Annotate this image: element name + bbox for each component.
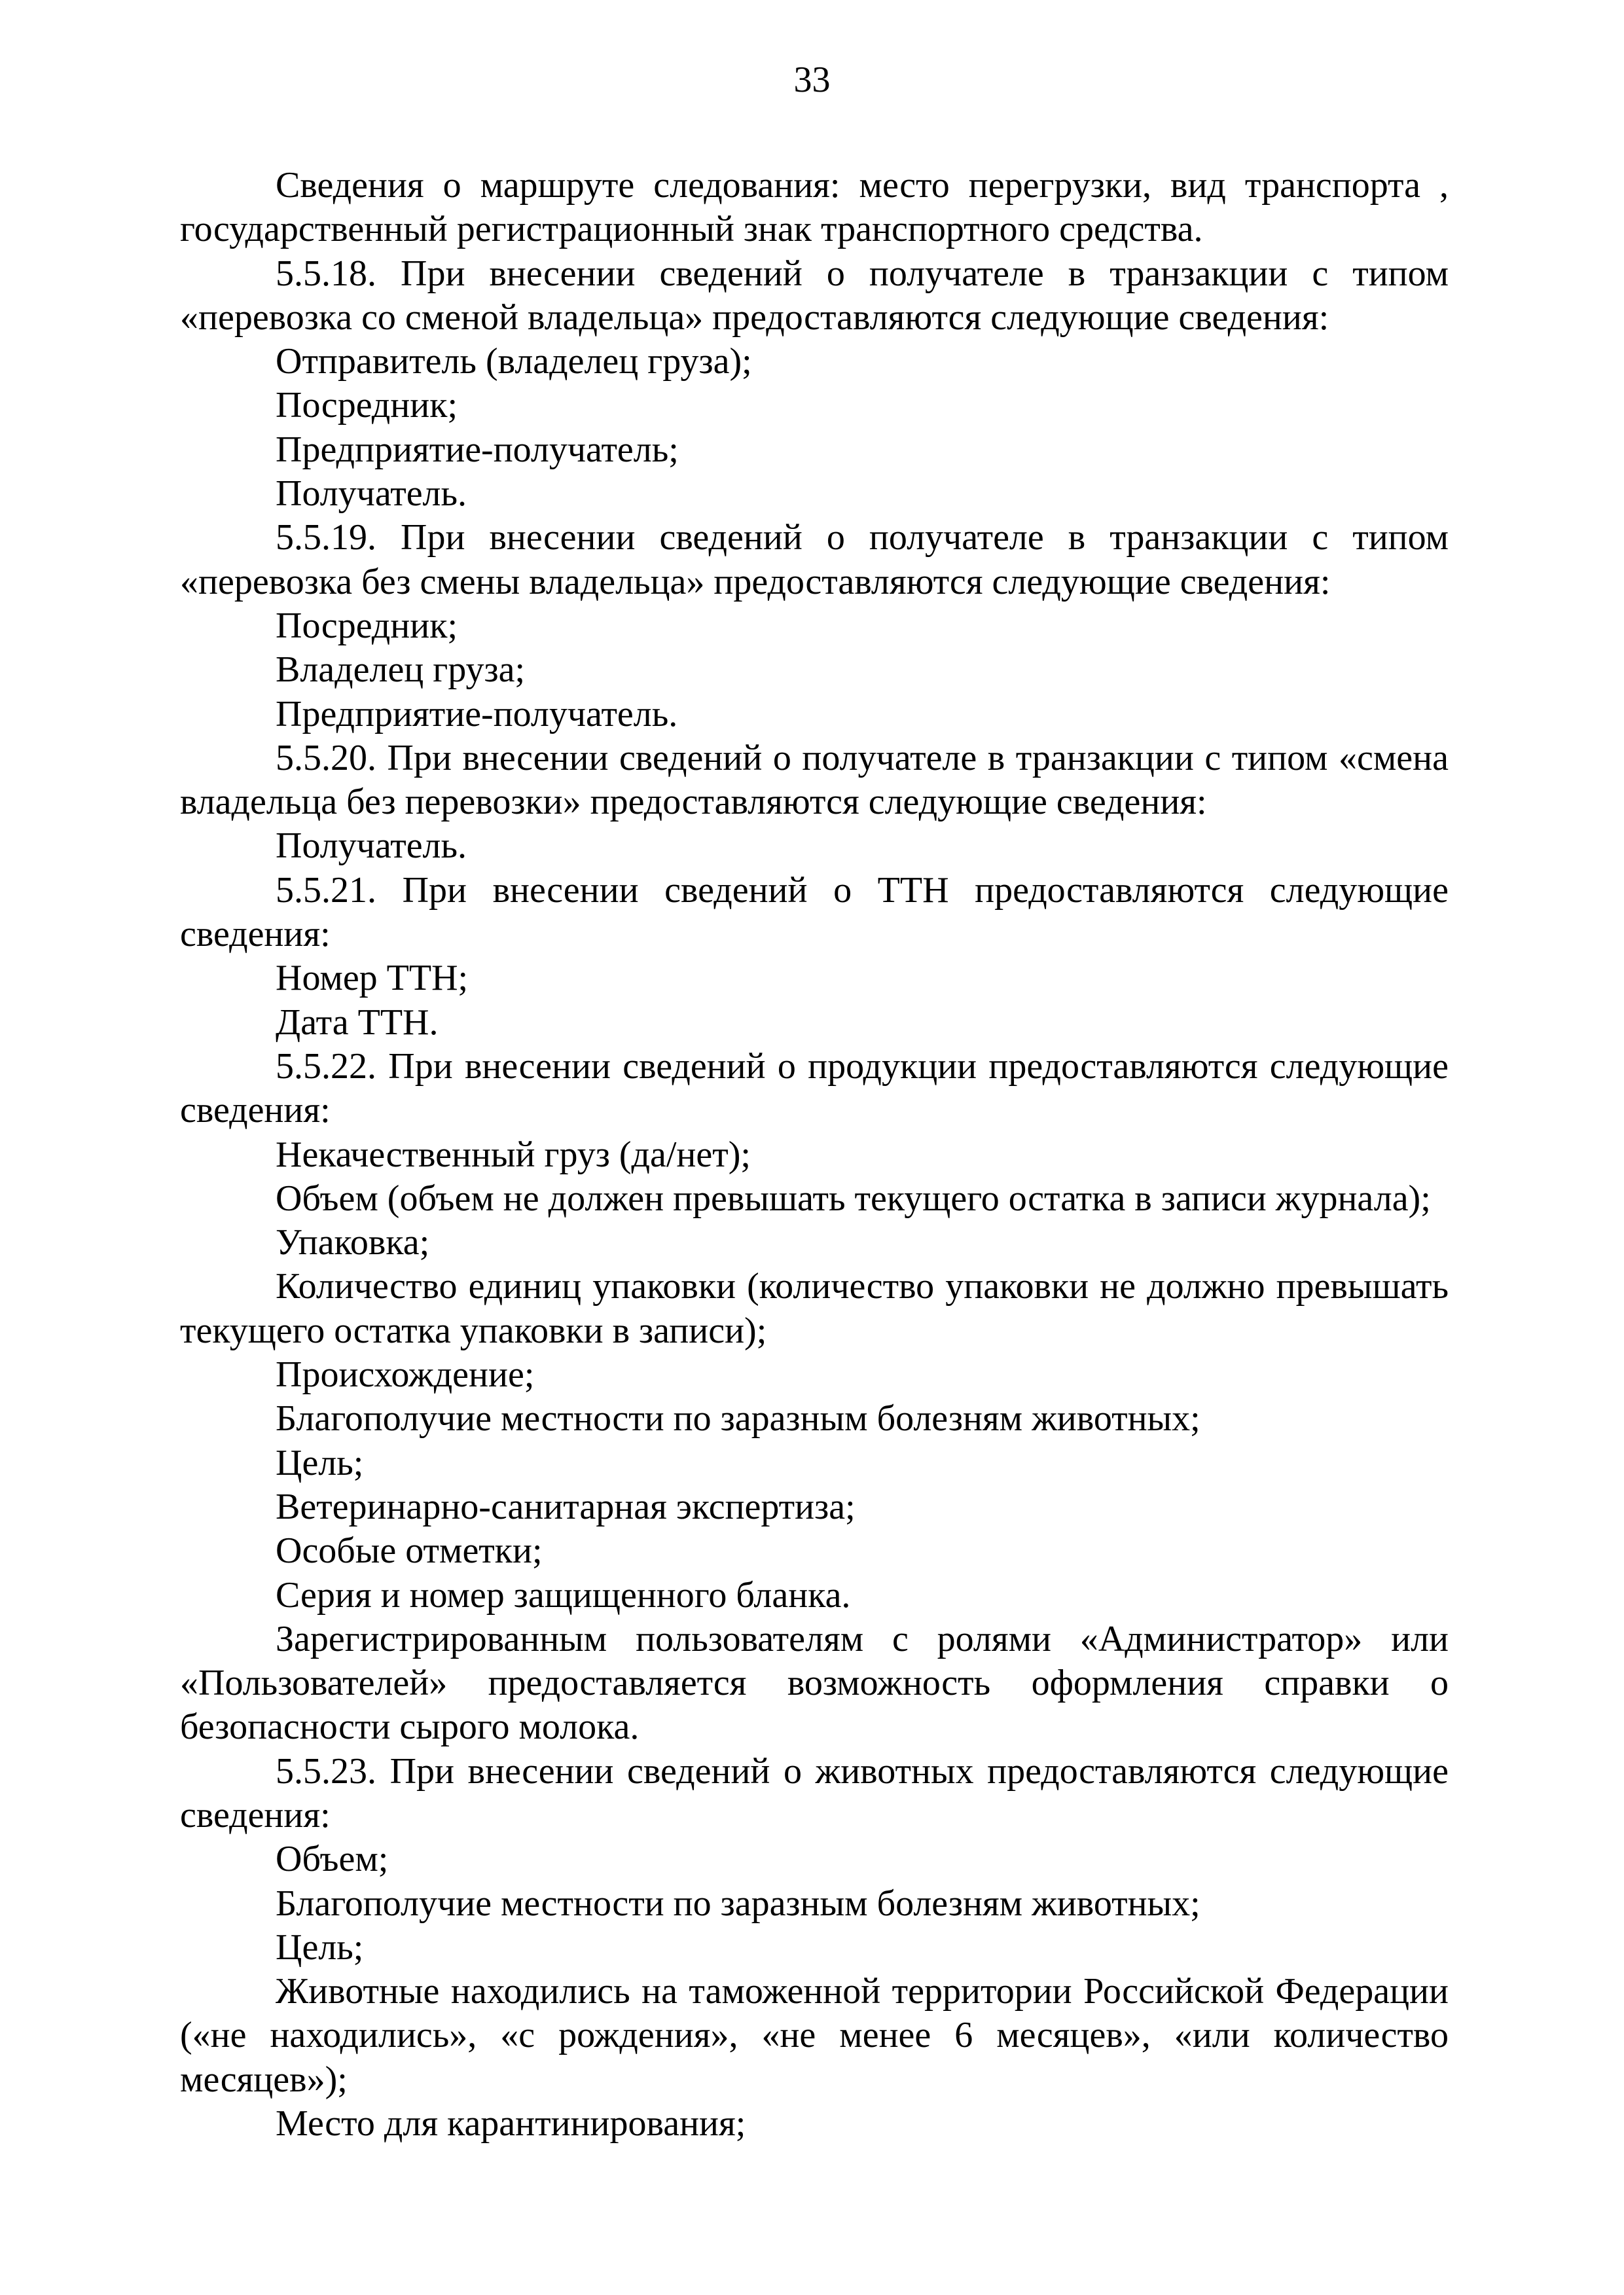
- list-item: Предприятие-получатель;: [276, 429, 679, 470]
- list-item: Объем;: [276, 1839, 389, 1880]
- list-item: Цель;: [276, 1926, 364, 1968]
- list-item: Получатель.: [276, 825, 467, 867]
- list-item: Количество единиц упаковки (количество упаковки не должно превышать текущего остатка упаковки в записи);: [180, 1266, 1449, 1351]
- list-item: Ветеринарно-санитарная экспертиза;: [276, 1486, 856, 1527]
- paragraph-route-info: Сведения о маршруте следования: место перегрузки, вид транспорта , государственный регистрационный знак транспортного средства.: [180, 165, 1449, 250]
- list-item: Отправитель (владелец груза);: [276, 341, 752, 382]
- list-item: Объем (объем не должен превышать текущего остатка в записи журнала);: [276, 1178, 1431, 1219]
- clause-5-5-22: 5.5.22. При внесении сведений о продукции предоставляются следующие сведения:: [180, 1045, 1449, 1131]
- page-number: 33: [793, 60, 831, 100]
- clause-5-5-19: 5.5.19. При внесении сведений о получателе в транзакции с типом «перевозка без смены владельца» предоставляются следующие сведения:: [180, 517, 1449, 602]
- list-item: Упаковка;: [276, 1222, 430, 1263]
- list-item: Предприятие-получатель.: [276, 693, 678, 734]
- clause-5-5-18: 5.5.18. При внесении сведений о получателе в транзакции с типом «перевозка со сменой владельца» предоставляются следующие сведения:: [180, 253, 1449, 338]
- list-item: Некачественный груз (да/нет);: [276, 1134, 751, 1175]
- clause-5-5-20: 5.5.20. При внесении сведений о получателе в транзакции с типом «смена владельца без перевозки» предоставляются следующие сведения:: [180, 737, 1449, 823]
- list-item: Посредник;: [276, 385, 458, 426]
- list-item: Получатель.: [276, 473, 467, 515]
- list-item: Дата ТТН.: [276, 1002, 439, 1043]
- list-item: Номер ТТН;: [276, 958, 469, 999]
- list-item: Благополучие местности по заразным болезням животных;: [276, 1398, 1200, 1439]
- list-item: Цель;: [276, 1442, 364, 1483]
- list-item: Происхождение;: [276, 1354, 535, 1396]
- document-body: [180, 164, 1449, 2146]
- list-item: Животные находились на таможенной территории Российской Федерации («не находились», «с рождения», «не менее 6 месяцев», «или количество месяцев»);: [180, 1971, 1449, 2100]
- list-item: Место для карантинирования;: [276, 2103, 746, 2144]
- paragraph-milk-certificate: Зарегистрированным пользователям с ролями «Администратор» или «Пользователей» предоставляется возможность оформления справки о безопасности сырого молока.: [180, 1618, 1449, 1748]
- clause-5-5-23: 5.5.23. При внесении сведений о животных предоставляются следующие сведения:: [180, 1750, 1449, 1835]
- list-item: Серия и номер защищенного бланка.: [276, 1574, 851, 1616]
- list-item: Посредник;: [276, 605, 458, 646]
- list-item: Благополучие местности по заразным болезням животных;: [276, 1883, 1200, 1924]
- clause-5-5-21: 5.5.21. При внесении сведений о ТТН предоставляются следующие сведения:: [180, 869, 1449, 955]
- list-item: Владелец груза;: [276, 649, 526, 691]
- list-item: Особые отметки;: [276, 1530, 543, 1572]
